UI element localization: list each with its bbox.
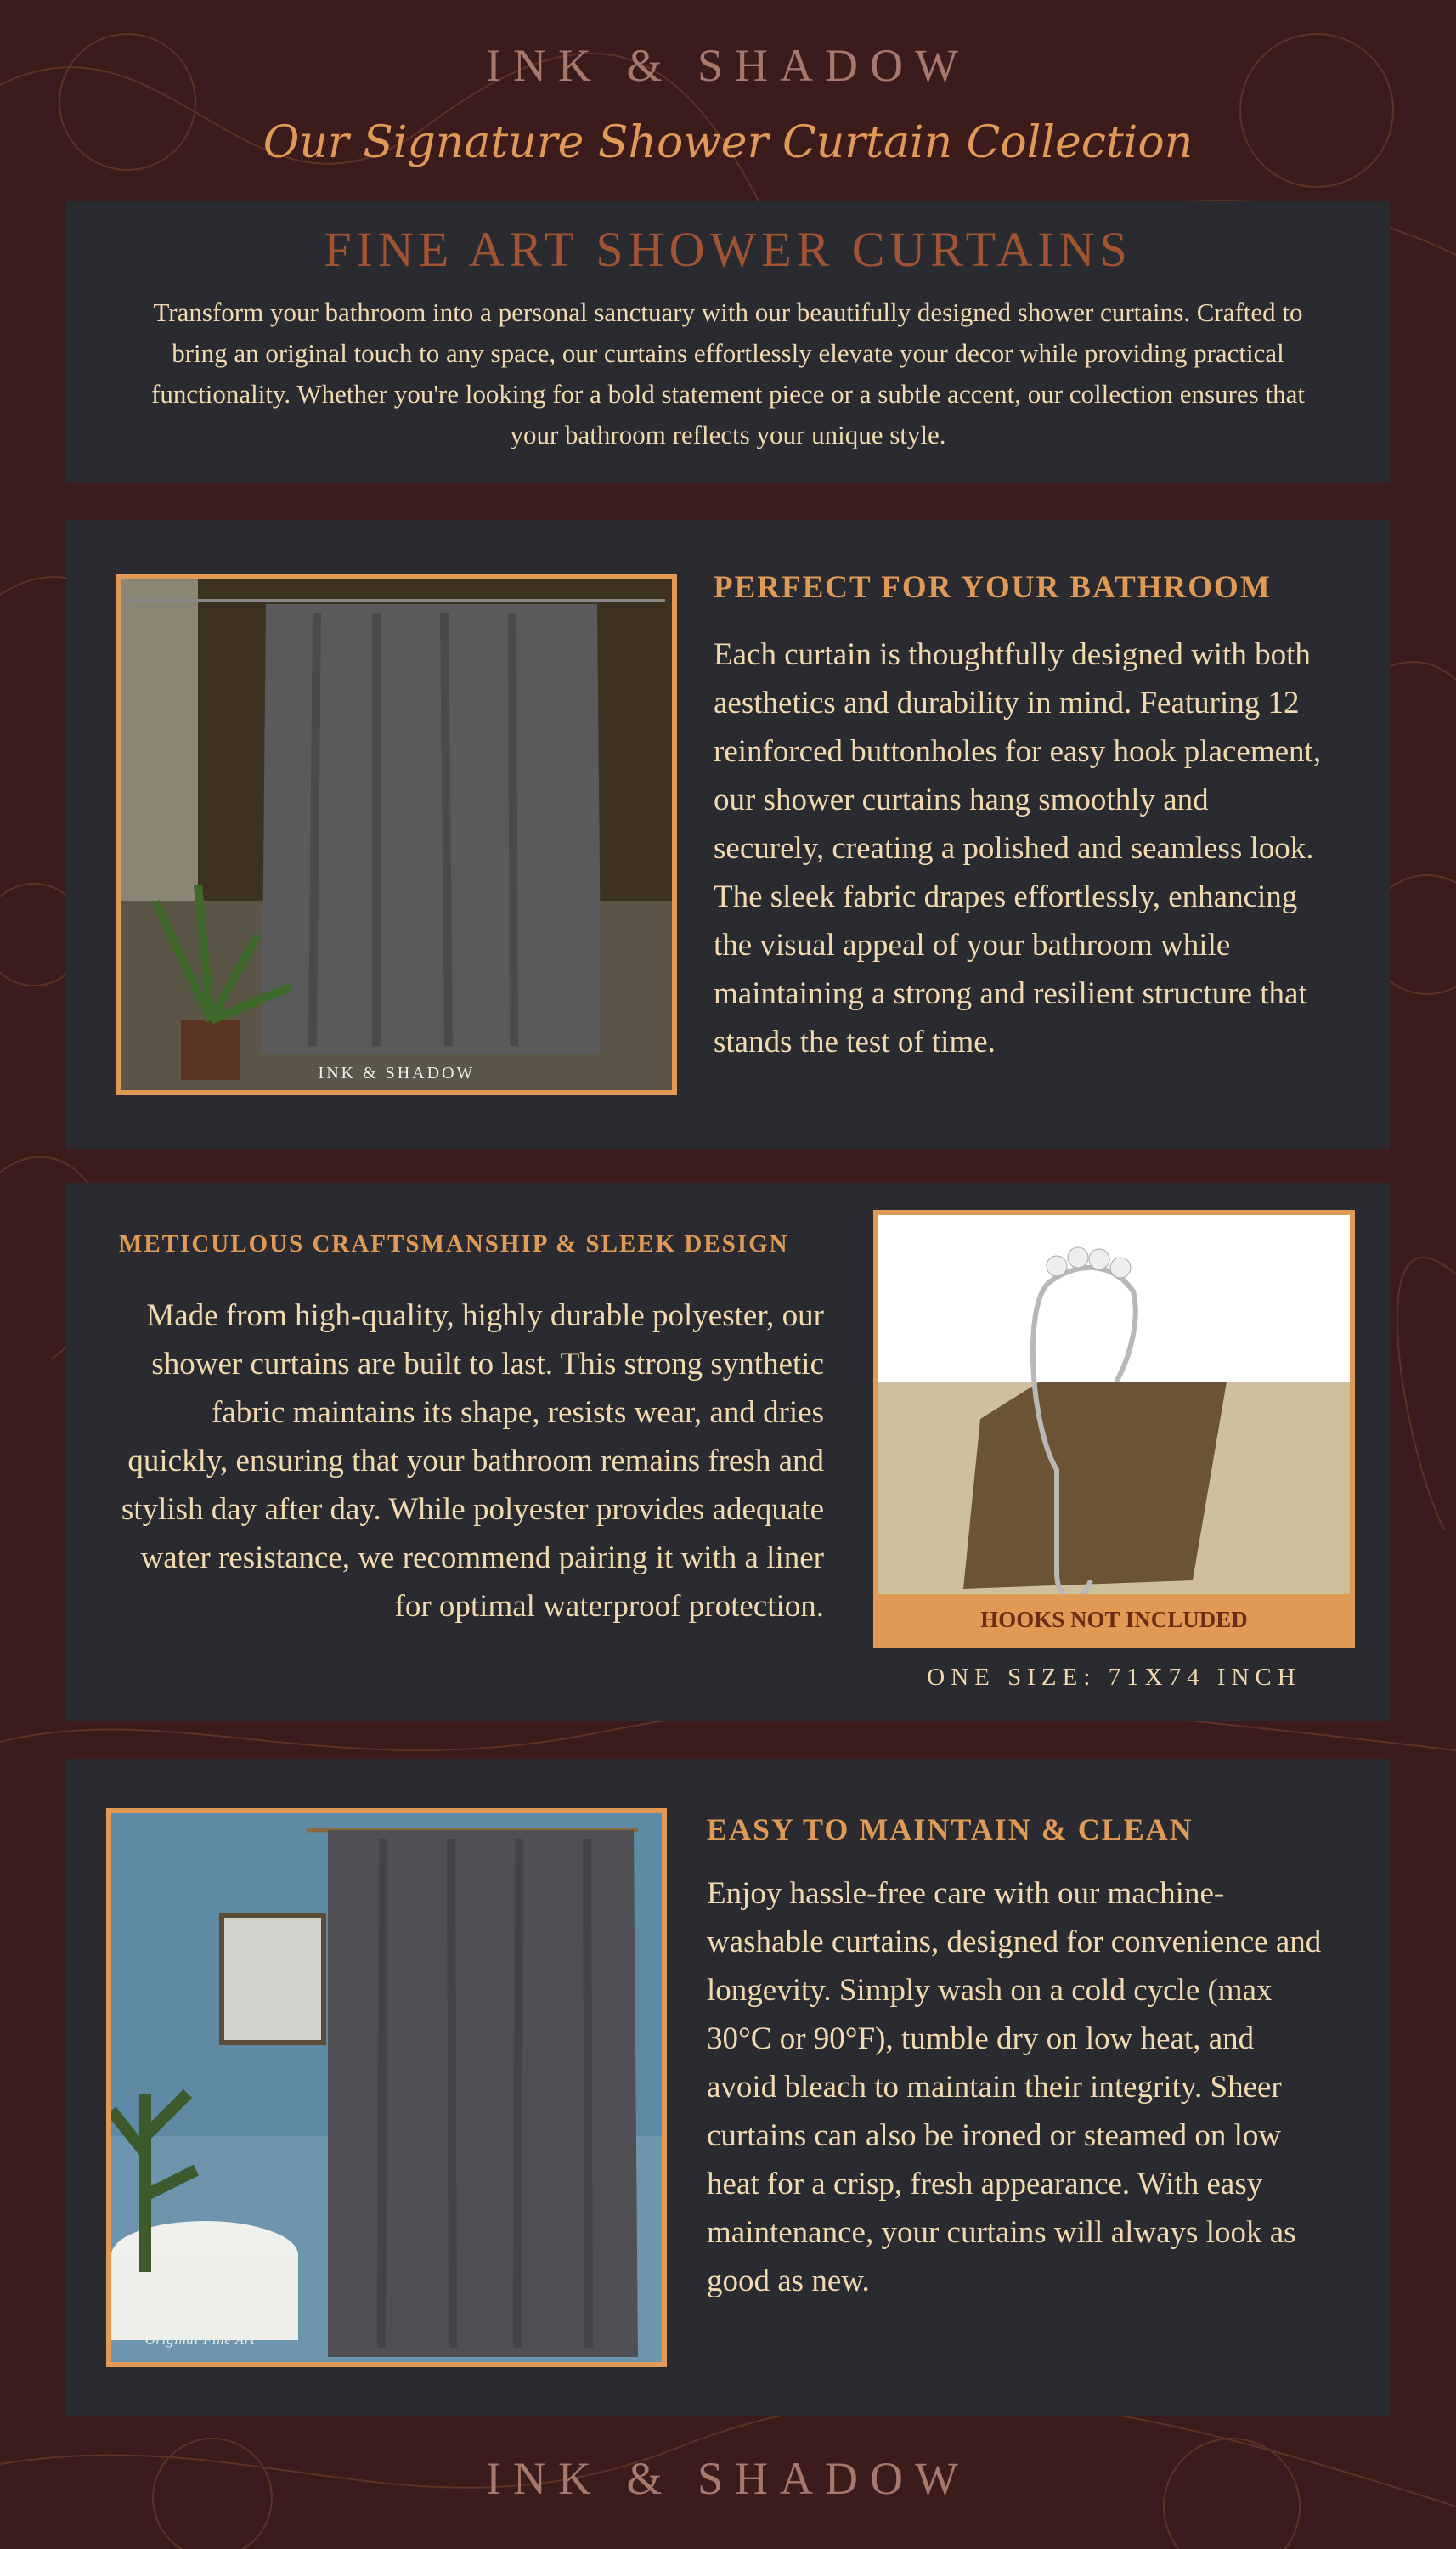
hook-photo-illustration (878, 1215, 1350, 1594)
image-watermark: INK & SHADOW (125, 2309, 282, 2327)
section-maintenance (66, 1759, 1390, 2416)
bathroom-photo-illustration (111, 1813, 662, 2362)
footer-brand: INK & SHADOW (486, 2453, 970, 2504)
intro-text: Transform your bathroom into a personal sanctuary with our beautifully designed shower curtains. Crafted to bring an original touch to any space, our curtains effortlessly elevate your decor while providing practical functionality. Whether you're looking for a bold statement piece or a subtle accent, our collection ensures that your bathroom reflects your unique style. (151, 297, 1305, 449)
bathroom-curtain-image (116, 574, 677, 1095)
section-bathroom (66, 520, 1390, 1149)
section-heading: PERFECT FOR YOUR BATHROOM (714, 570, 1272, 605)
section-heading: EASY TO MAINTAIN & CLEAN (707, 1812, 1194, 1846)
bathroom-photo-illustration (121, 579, 672, 1090)
size-note: ONE SIZE: 71X74 INCH (927, 1664, 1301, 1691)
section-text: Each curtain is thoughtfully designed with both aesthetics and durability in mind. Featuring 12 reinforced buttonholes for easy hook placement, our shower curtains hang smoothly and securely, creating a polished and seamless look. The sleek fabric drapes effortlessly, enhancing the visual appeal of your bathroom while maintaining a strong and resilient structure that stands the test of time. (714, 637, 1322, 1060)
image-watermark: INK & SHADOW (318, 1064, 476, 1082)
section-heading: METICULOUS CRAFTSMANSHIP & SLEEK DESIGN (119, 1230, 789, 1258)
section-text: Enjoy hassle-free care with our machine-washable curtains, designed for convenience and longevity. Simply wash on a cold cycle (max 30°C or 90°F), tumble dry on low heat, and avoid bleach to maintain their integrity. Sheer curtains can also be ironed or steamed on low heat for a crisp, fresh appearance. With easy maintenance, your curtains will always look as good as new. (707, 1876, 1322, 2298)
collection-tagline: Our Signature Shower Curtain Collection (262, 117, 1194, 168)
section-text: Made from high-quality, highly durable polyester, our shower curtains are built to last. This strong synthetic fabric maintains its shape, resists wear, and dries quickly, ensuring that your bathroom remains fresh and stylish day after day. While polyester provides adequate water resistance, we recommend pairing it with a liner for optimal waterproof protection. (121, 1298, 824, 1624)
section-craftsmanship (66, 1183, 1390, 1721)
intro-panel (66, 201, 1390, 483)
brand-title: INK & SHADOW (486, 40, 970, 91)
image-watermark-sub: Original Fine Art (145, 2333, 256, 2348)
maintenance-curtain-image (106, 1808, 667, 2367)
intro-heading: FINE ART SHOWER CURTAINS (324, 222, 1132, 277)
hook-image (873, 1210, 1355, 1648)
hook-caption: HOOKS NOT INCLUDED (980, 1607, 1248, 1632)
